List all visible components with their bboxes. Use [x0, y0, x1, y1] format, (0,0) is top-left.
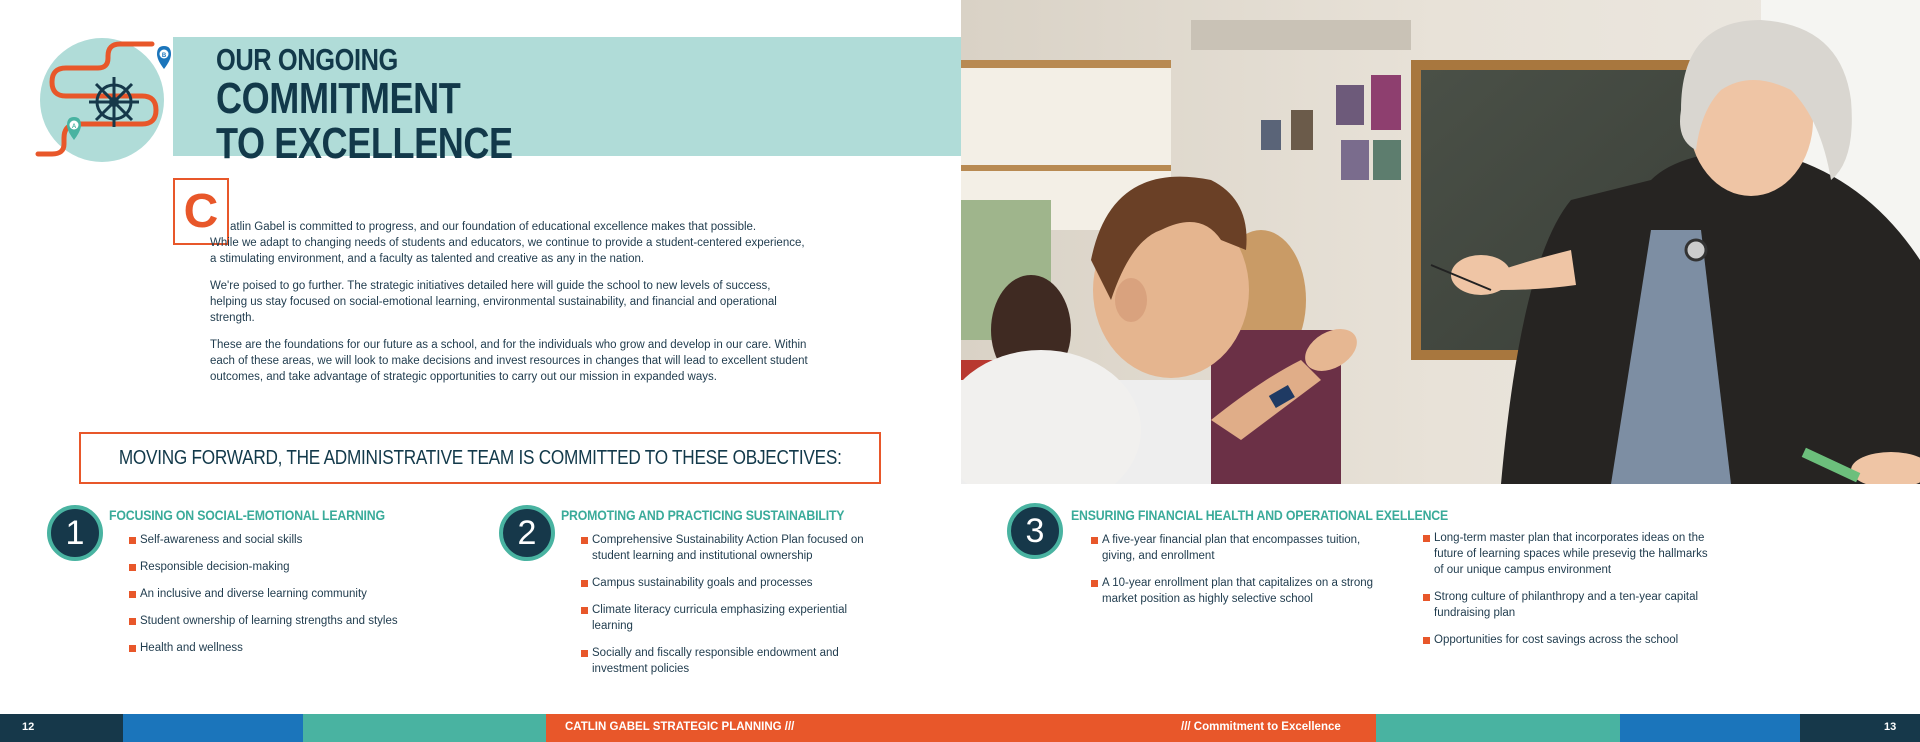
footer-segment [0, 714, 123, 742]
footer-left-label: CATLIN GABEL STRATEGIC PLANNING /// [565, 721, 795, 733]
list-item: Responsible decision-making [129, 559, 469, 575]
section-list-3-right [1423, 530, 1713, 659]
list-item: Comprehensive Sustainability Action Plan focused on student learning and institutional ownership [581, 532, 881, 564]
footer-segment [123, 714, 303, 742]
section-title-3: ENSURING FINANCIAL HEALTH AND OPERATIONAL EXELLENCE [1071, 507, 1449, 523]
section-list-1 [129, 532, 469, 667]
objectives-banner-text: MOVING FORWARD, THE ADMINISTRATIVE TEAM IS COMMITTED TO THESE OBJECTIVES: [118, 446, 842, 469]
footer-segment [1800, 714, 1920, 742]
page-number-left: 12 [22, 721, 35, 733]
section-title-2: PROMOTING AND PRACTICING SUSTAINABILITY [561, 507, 845, 523]
list-item: An inclusive and diverse learning community [129, 586, 469, 602]
objectives-banner [79, 432, 881, 484]
intro-paragraph-3: These are the foundations for our future as a school, and for the individuals who grow and develop in our care. Within each of these areas, we will look to make decisions and invest resources in changes that will lead to excellent student outcomes, and take advantage of strategic opportunities to carry out our mission in expanded ways. [210, 339, 808, 383]
section-number-2: 2 [499, 505, 555, 561]
list-item: Socially and fiscally responsible endowment and investment policies [581, 645, 881, 677]
title-line-1: OUR ONGOING [216, 42, 398, 77]
list-item: A five-year financial plan that encompasses tuition, giving, and enrollment [1091, 532, 1391, 564]
footer-segment [1620, 714, 1800, 742]
list-item: Opportunities for cost savings across the school [1423, 632, 1713, 648]
intro-text [210, 219, 810, 396]
intro-paragraph-1-rest: While we adapt to changing needs of students and educators, we continue to provide a student-centered experience, a stimulating environment, and a faculty as talented and creative as any in the nation. [210, 237, 805, 265]
intro-paragraph-2: We're poised to go further. The strategic initiatives detailed here will guide the school to new levels of success, helping us stay focused on social-emotional learning, environmental sustainability, and financial and operational strength. [210, 280, 777, 324]
page-number-right: 13 [1884, 721, 1897, 733]
footer-segment [303, 714, 546, 742]
ship-wheel-icon [89, 77, 139, 127]
page-title [216, 44, 513, 166]
title-line-3: TO EXCELLENCE [216, 119, 513, 168]
list-item: Strong culture of philanthropy and a ten-year capital fundraising plan [1423, 589, 1713, 621]
svg-text:A: A [71, 124, 77, 130]
drop-cap: C [173, 178, 229, 245]
classroom-photo [961, 0, 1920, 484]
title-line-2: COMMITMENT [216, 74, 461, 123]
list-item: Climate literacy curricula emphasizing experiential learning [581, 602, 881, 634]
list-item: Self-awareness and social skills [129, 532, 469, 548]
footer-right-label: /// Commitment to Excellence [1181, 721, 1341, 733]
section-number-1: 1 [47, 505, 103, 561]
section-number-3: 3 [1007, 503, 1063, 559]
intro-paragraph-1-first-line: atlin Gabel is committed to progress, and our foundation of educational excellence makes that possible. [230, 221, 757, 233]
intro-paragraph-1 [210, 219, 810, 267]
list-item: A 10-year enrollment plan that capitalizes on a strong market position as highly selective school [1091, 575, 1391, 607]
footer-segment [1376, 714, 1620, 742]
footer-bar [0, 714, 1920, 742]
list-item: Student ownership of learning strengths and styles [129, 613, 469, 629]
section-title-1: FOCUSING ON SOCIAL-EMOTIONAL LEARNING [109, 507, 385, 523]
list-item: Health and wellness [129, 640, 469, 656]
logo [32, 36, 177, 166]
location-marker-b-icon [157, 46, 171, 69]
list-item: Campus sustainability goals and processes [581, 575, 881, 591]
list-item: Long-term master plan that incorporates ideas on the future of learning spaces while presevig the hallmarks of our unique campus environment [1423, 530, 1713, 578]
section-list-2 [581, 532, 881, 688]
svg-text:B: B [161, 53, 167, 59]
section-list-3-left [1091, 532, 1391, 618]
